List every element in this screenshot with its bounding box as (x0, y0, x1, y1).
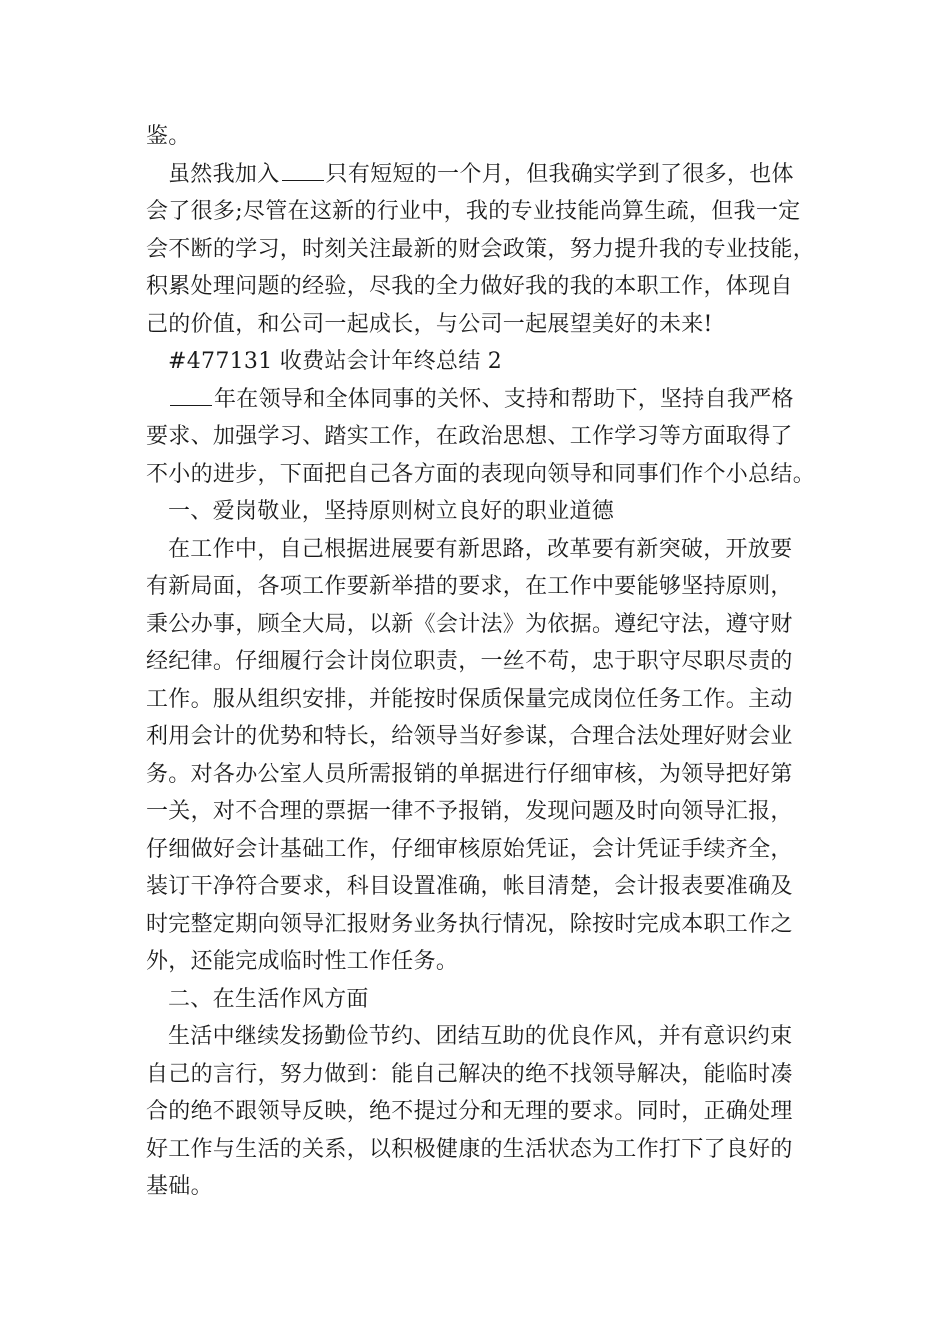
text-line: 仔细做好会计基础工作，仔细审核原始凭证，会计凭证手续齐全， (146, 836, 793, 862)
paragraph-first-line (146, 1018, 810, 1056)
fill-in-blank (282, 162, 324, 181)
text-segment: 只有短短的一个月，但我确实学到了很多，也体 (325, 161, 794, 187)
text-line: 一关，对不合理的票据一律不予报销，发现问题及时向领导汇报， (146, 799, 793, 824)
section-heading: 一、爱岗敬业，坚持原则树立良好的职业道德 (168, 499, 615, 524)
text-line: 装订干净符合要求，科目设置准确，帐目清楚，会计报表要准确及 (146, 874, 793, 899)
paragraph-first-line (146, 381, 810, 419)
text-segment: 在工作中，自己根据进展要有新思路，改革要有新突破，开放要 (168, 536, 793, 562)
text-line: 时完整定期向领导汇报财务业务执行情况，除按时完成本职工作之 (146, 911, 793, 937)
text-line: 务。对各办公室人员所需报销的单据进行仔细审核，为领导把好第 (146, 761, 793, 787)
text-segment: 生活中继续发扬勤俭节约、团结互助的优良作风，并有意识约束 (168, 1024, 793, 1049)
document-page (146, 118, 816, 1206)
text-line: 利用会计的优势和特长，给领导当好参谋，合理合法处理好财会业 (146, 724, 793, 749)
paragraph-first-line (146, 531, 810, 569)
text-segment: 年在领导和全体同事的关怀、支持和帮助下，坚持自我严格 (214, 386, 794, 412)
text-line: 外，还能完成临时性工作任务。 (146, 949, 459, 974)
text-line: 不小的进步，下面把自己各方面的表现向领导和同事们作个小总结。 (146, 461, 816, 487)
text-line: 会了很多;尽管在这新的行业中，我的专业技能尚算生疏，但我一定 (146, 199, 801, 224)
text-line: 基础。 (146, 1174, 213, 1199)
text-line: 工作。服从组织安排，并能按时保质保量完成岗位任务工作。主动 (146, 686, 793, 712)
text-line: 好工作与生活的关系，以积极健康的生活状态为工作打下了良好的 (146, 1136, 793, 1162)
text-line: 己的价值，和公司一起成长，与公司一起展望美好的未来! (146, 311, 713, 337)
text-line: 秉公办事，顾全大局，以新《会计法》为依据。遵纪守法，遵守财 (146, 611, 793, 637)
text-line: 有新局面，各项工作要新举措的要求，在工作中要能够坚持原则， (146, 574, 793, 599)
section-heading: #477131 收费站会计年终总结 2 (168, 349, 503, 374)
text-line: 鉴。 (146, 124, 191, 149)
fill-in-blank (170, 387, 212, 406)
text-segment: 虽然我加入 (168, 161, 280, 187)
paragraph-first-line (146, 156, 810, 194)
text-line: 合的绝不跟领导反映，绝不提过分和无理的要求。同时，正确处理 (146, 1099, 793, 1124)
text-line: 经纪律。仔细履行会计岗位职责，一丝不苟，忠于职守尽职尽责的 (146, 649, 793, 674)
text-line: 会不断的学习，时刻关注最新的财会政策，努力提升我的专业技能， (146, 236, 816, 262)
text-line: 自己的言行，努力做到：能自己解决的绝不找领导解决，能临时凑 (146, 1061, 793, 1087)
section-heading: 二、在生活作风方面 (168, 986, 369, 1012)
text-line: 要求、加强学习、踏实工作，在政治思想、工作学习等方面取得了 (146, 424, 793, 449)
text-line: 积累处理问题的经验，尽我的全力做好我的我的本职工作，体现自 (146, 274, 793, 299)
